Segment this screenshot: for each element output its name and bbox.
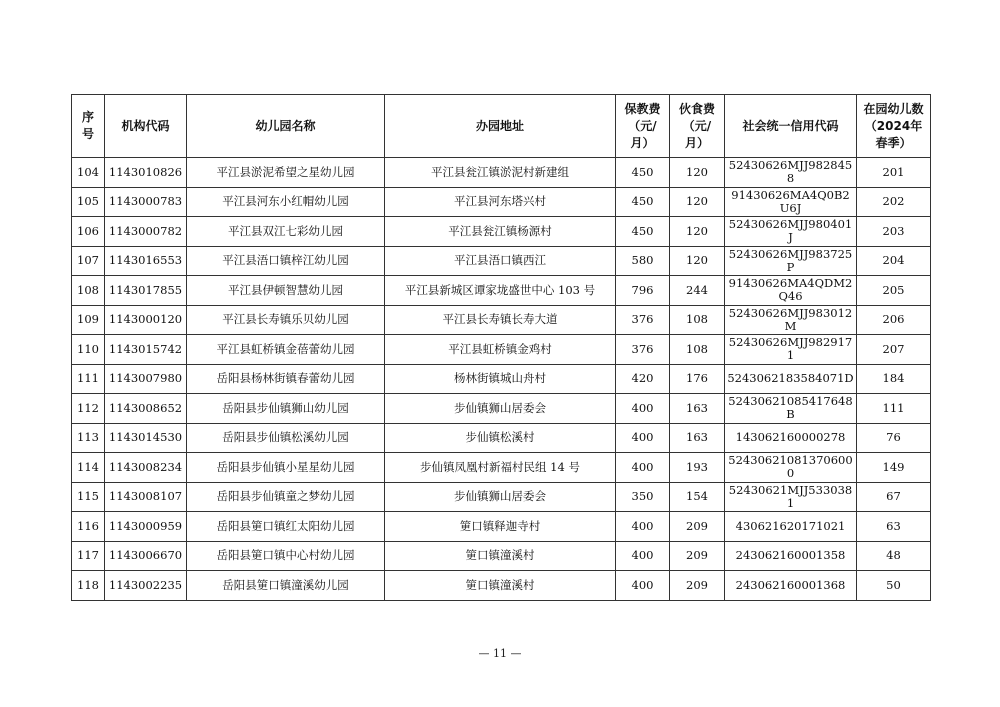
cell-name: 平江县伊顿智慧幼儿园 [187,276,385,306]
cell-address: 筻口镇释迦寺村 [385,512,616,542]
table-row [72,187,931,217]
cell-address: 平江县浯口镇西江 [385,246,616,276]
cell-seq: 105 [72,187,105,217]
cell-address: 平江县新城区谭家垅盛世中心 103 号 [385,276,616,306]
cell-tuition: 400 [616,512,670,542]
table-row [72,423,931,453]
cell-address: 步仙镇凤凰村新福村民组 14 号 [385,453,616,483]
cell-children: 67 [857,482,931,512]
cell-address: 平江县河东塔兴村 [385,187,616,217]
cell-meal: 209 [670,541,725,571]
cell-children: 76 [857,423,931,453]
header-name: 幼儿园名称 [187,95,385,158]
table-row [72,305,931,335]
cell-meal: 108 [670,305,725,335]
cell-tuition: 376 [616,335,670,365]
cell-meal: 120 [670,158,725,188]
cell-code: 1143006670 [105,541,187,571]
cell-children: 207 [857,335,931,365]
cell-credit: 52430626MJJ9829171 [725,335,857,365]
table-row [72,276,931,306]
cell-credit: 243062160001368 [725,571,857,601]
header-seq: 序号 [72,95,105,158]
table-row [72,335,931,365]
cell-address: 平江县瓮江镇杨源村 [385,217,616,247]
cell-tuition: 450 [616,187,670,217]
table-header-row [72,95,931,158]
cell-credit: 52430621085417648B [725,394,857,424]
cell-address: 筻口镇潼溪村 [385,541,616,571]
cell-address: 筻口镇潼溪村 [385,571,616,601]
cell-name: 岳阳县步仙镇小星星幼儿园 [187,453,385,483]
cell-name: 岳阳县筻口镇红太阳幼儿园 [187,512,385,542]
cell-code: 1143016553 [105,246,187,276]
table-row [72,158,931,188]
cell-name: 平江县双江七彩幼儿园 [187,217,385,247]
table-row [72,394,931,424]
cell-code: 1143000959 [105,512,187,542]
cell-children: 149 [857,453,931,483]
cell-name: 平江县淤泥希望之星幼儿园 [187,158,385,188]
cell-name: 岳阳县筻口镇潼溪幼儿园 [187,571,385,601]
cell-tuition: 376 [616,305,670,335]
cell-name: 平江县河东小红帽幼儿园 [187,187,385,217]
cell-tuition: 400 [616,394,670,424]
cell-seq: 117 [72,541,105,571]
cell-tuition: 420 [616,364,670,394]
cell-tuition: 450 [616,217,670,247]
cell-address: 杨林街镇城山舟村 [385,364,616,394]
cell-children: 111 [857,394,931,424]
cell-credit: 430621620171021 [725,512,857,542]
table-row [72,453,931,483]
cell-address: 步仙镇狮山居委会 [385,394,616,424]
cell-credit: 52430626MJJ9828458 [725,158,857,188]
cell-meal: 120 [670,246,725,276]
cell-meal: 176 [670,364,725,394]
cell-children: 204 [857,246,931,276]
cell-address: 步仙镇松溪村 [385,423,616,453]
cell-name: 岳阳县筻口镇中心村幼儿园 [187,541,385,571]
cell-code: 1143008652 [105,394,187,424]
cell-tuition: 400 [616,453,670,483]
header-code: 机构代码 [105,95,187,158]
table-row [72,512,931,542]
cell-meal: 244 [670,276,725,306]
cell-meal: 108 [670,335,725,365]
cell-credit: 52430626MJJ983012M [725,305,857,335]
cell-credit: 91430626MA4Q0B2U6J [725,187,857,217]
cell-code: 1143008234 [105,453,187,483]
cell-code: 1143000120 [105,305,187,335]
cell-meal: 209 [670,571,725,601]
cell-credit: 5243062183584071D [725,364,857,394]
cell-seq: 113 [72,423,105,453]
cell-meal: 209 [670,512,725,542]
cell-code: 1143014530 [105,423,187,453]
cell-children: 48 [857,541,931,571]
cell-credit: 52430621MJJ5330381 [725,482,857,512]
cell-code: 1143000782 [105,217,187,247]
cell-tuition: 400 [616,423,670,453]
cell-name: 岳阳县步仙镇狮山幼儿园 [187,394,385,424]
cell-seq: 111 [72,364,105,394]
cell-name: 岳阳县杨林街镇春蕾幼儿园 [187,364,385,394]
cell-credit: 243062160001358 [725,541,857,571]
cell-children: 203 [857,217,931,247]
kindergarten-fee-table [71,94,931,601]
cell-code: 1143017855 [105,276,187,306]
cell-credit: 52430626MJJ980401J [725,217,857,247]
cell-seq: 108 [72,276,105,306]
cell-name: 岳阳县步仙镇松溪幼儿园 [187,423,385,453]
cell-meal: 120 [670,217,725,247]
cell-address: 平江县虹桥镇金鸡村 [385,335,616,365]
cell-children: 184 [857,364,931,394]
cell-children: 202 [857,187,931,217]
table-row [72,364,931,394]
page-number: — 11 — [478,647,522,660]
cell-children: 205 [857,276,931,306]
table-row [72,246,931,276]
cell-children: 50 [857,571,931,601]
header-tuition: 保教费（元/月） [616,95,670,158]
cell-code: 1143000783 [105,187,187,217]
cell-tuition: 400 [616,541,670,571]
cell-children: 206 [857,305,931,335]
header-address: 办园地址 [385,95,616,158]
cell-code: 1143008107 [105,482,187,512]
cell-tuition: 796 [616,276,670,306]
cell-seq: 107 [72,246,105,276]
cell-address: 平江县长寿镇长寿大道 [385,305,616,335]
cell-address: 步仙镇狮山居委会 [385,482,616,512]
cell-tuition: 450 [616,158,670,188]
cell-seq: 115 [72,482,105,512]
cell-code: 1143007980 [105,364,187,394]
cell-code: 1143002235 [105,571,187,601]
cell-seq: 109 [72,305,105,335]
cell-credit: 91430626MA4QDM2Q46 [725,276,857,306]
cell-meal: 163 [670,423,725,453]
cell-credit: 524306210813706000 [725,453,857,483]
cell-seq: 112 [72,394,105,424]
table-row [72,217,931,247]
table-row [72,482,931,512]
cell-children: 63 [857,512,931,542]
cell-seq: 114 [72,453,105,483]
header-credit: 社会统一信用代码 [725,95,857,158]
cell-seq: 104 [72,158,105,188]
cell-tuition: 400 [616,571,670,601]
cell-credit: 52430626MJJ983725P [725,246,857,276]
cell-meal: 163 [670,394,725,424]
cell-seq: 116 [72,512,105,542]
cell-code: 1143015742 [105,335,187,365]
cell-name: 平江县浯口镇梓江幼儿园 [187,246,385,276]
cell-tuition: 580 [616,246,670,276]
cell-code: 1143010826 [105,158,187,188]
cell-seq: 118 [72,571,105,601]
cell-seq: 110 [72,335,105,365]
cell-meal: 193 [670,453,725,483]
table-row [72,571,931,601]
cell-name: 岳阳县步仙镇童之梦幼儿园 [187,482,385,512]
table-row [72,541,931,571]
cell-name: 平江县虹桥镇金蓓蕾幼儿园 [187,335,385,365]
cell-tuition: 350 [616,482,670,512]
cell-address: 平江县瓮江镇淤泥村新建组 [385,158,616,188]
cell-children: 201 [857,158,931,188]
header-meal: 伙食费（元/月） [670,95,725,158]
header-children: 在园幼儿数（2024年春季） [857,95,931,158]
cell-meal: 120 [670,187,725,217]
cell-seq: 106 [72,217,105,247]
table-body [72,158,931,601]
cell-name: 平江县长寿镇乐贝幼儿园 [187,305,385,335]
cell-credit: 143062160000278 [725,423,857,453]
cell-meal: 154 [670,482,725,512]
